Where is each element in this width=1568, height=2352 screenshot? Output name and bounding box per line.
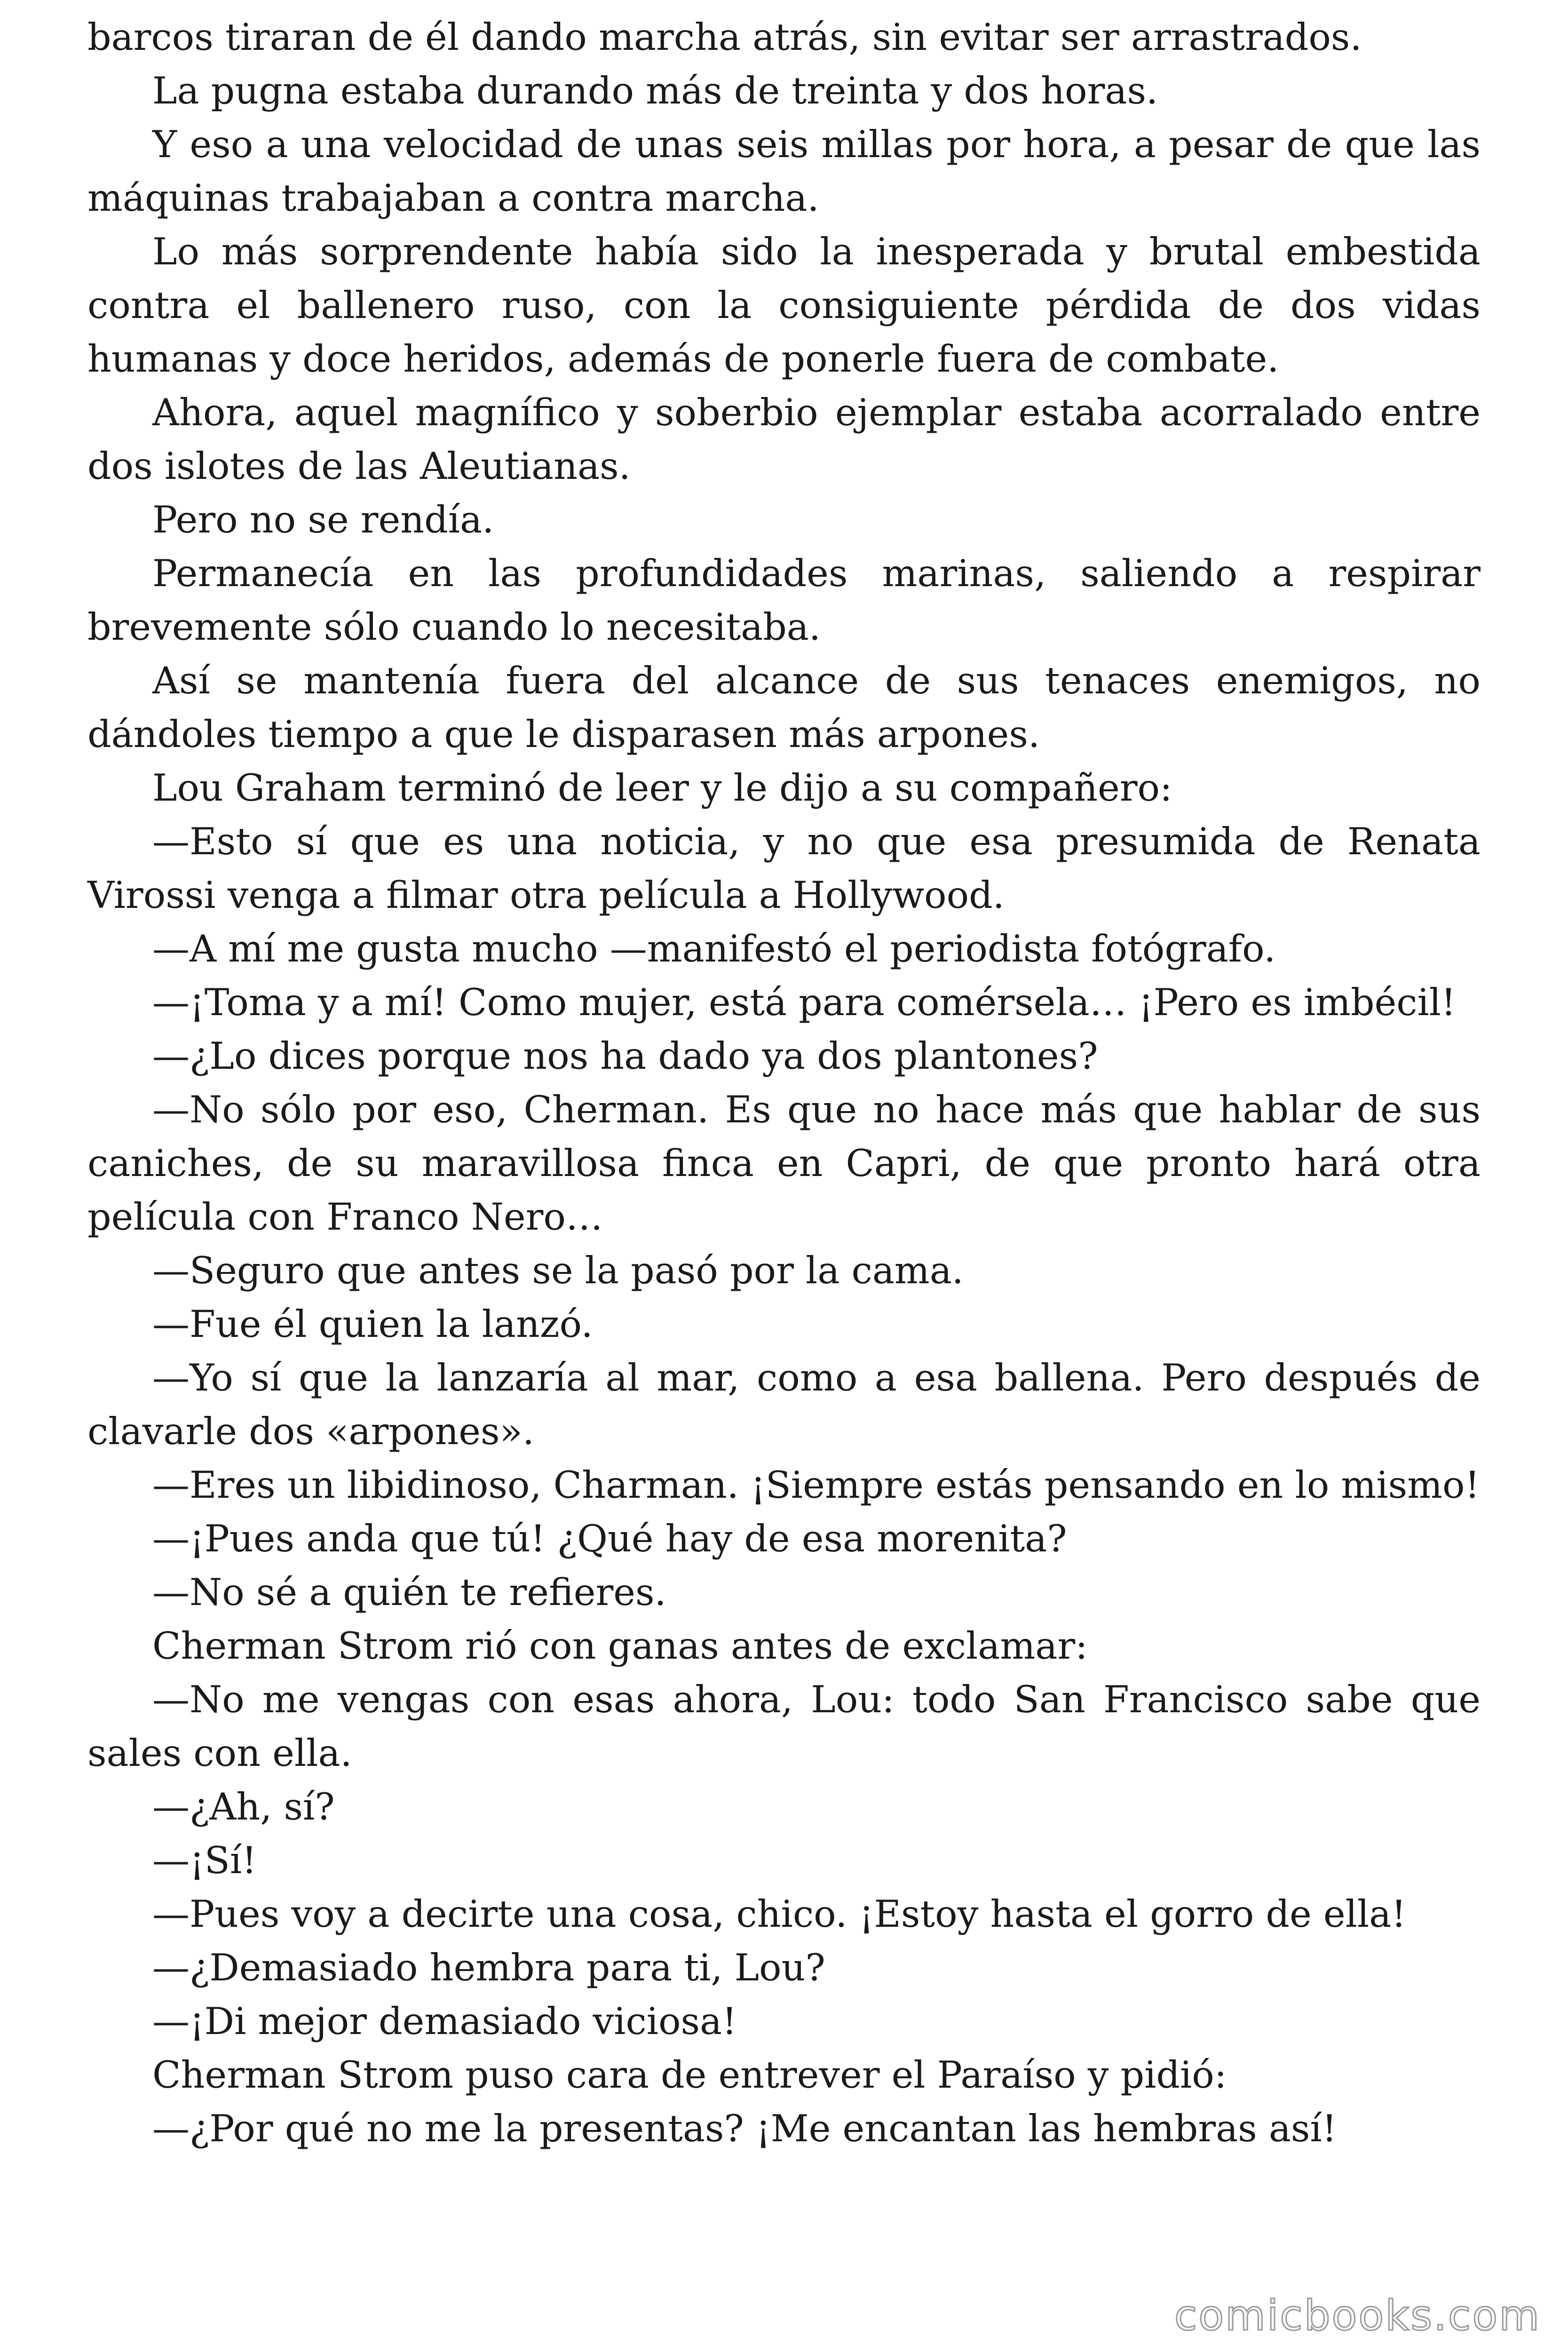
watermark: comicbooks.com — [1174, 2291, 1541, 2340]
paragraph: —No sólo por eso, Cherman. Es que no hace más que hablar de sus caniches, de su maravillosa finca en Capri, de que pronto hará otra película con Franco Nero… — [87, 1088, 1481, 1239]
paragraph: Permanecía en las profundidades marinas, saliendo a respirar brevemente sólo cuando lo necesitaba. — [87, 552, 1481, 649]
paragraph: —Pues voy a decirte una cosa, chico. ¡Estoy hasta el gorro de ella! — [152, 1892, 1406, 1936]
paragraph: —Esto sí que es una noticia, y no que esa presumida de Renata Virossi venga a filmar otra película a Hollywood. — [87, 820, 1481, 917]
paragraph: —¿Ah, sí? — [152, 1785, 335, 1828]
paragraph: Cherman Strom rió con ganas antes de exclamar: — [152, 1624, 1088, 1668]
paragraph: Ahora, aquel magnífico y soberbio ejemplar estaba acorralado entre dos islotes de las Aleutianas. — [87, 391, 1481, 488]
paragraph: Y eso a una velocidad de unas seis millas por hora, a pesar de que las máquinas trabajaban a contra marcha. — [87, 123, 1481, 220]
paragraph: La pugna estaba durando más de treinta y dos horas. — [152, 69, 1158, 112]
paragraph: Lo más sorprendente había sido la inesperada y brutal embestida contra el ballenero ruso, con la consiguiente pérdida de dos vidas humanas y doce heridos, además de ponerle fuera de combate. — [87, 230, 1481, 381]
paragraph: Pero no se rendía. — [152, 498, 494, 541]
paragraph: —¿Por qué no me la presentas? ¡Me encantan las hembras así! — [152, 2107, 1337, 2150]
paragraph: —¡Di mejor demasiado viciosa! — [152, 2000, 737, 2043]
paragraph: —No sé a quién te refieres. — [152, 1571, 666, 1614]
paragraph: —Yo sí que la lanzaría al mar, como a esa ballena. Pero después de clavarle dos «arpones». — [87, 1356, 1481, 1453]
paragraph: —Eres un libidinoso, Charman. ¡Siempre estás pensando en lo mismo! — [152, 1463, 1480, 1507]
paragraph: —¿Demasiado hembra para ti, Lou? — [152, 1946, 825, 1989]
paragraph: barcos tiraran de él dando marcha atrás, sin evitar ser arrastrados. — [87, 16, 1362, 59]
paragraph: —¡Pues anda que tú! ¿Qué hay de esa morenita? — [152, 1517, 1067, 1560]
paragraph: —¿Lo dices porque nos ha dado ya dos plantones? — [152, 1034, 1098, 1078]
paragraph: —No me vengas con esas ahora, Lou: todo San Francisco sabe que sales con ella. — [87, 1678, 1481, 1775]
body-text — [87, 10, 1481, 2155]
paragraph: Lou Graham terminó de leer y le dijo a su compañero: — [152, 766, 1172, 810]
paragraph: —¡Toma y a mí! Como mujer, está para comérsela… ¡Pero es imbécil! — [152, 981, 1456, 1024]
paragraph: —A mí me gusta mucho —manifestó el periodista fotógrafo. — [152, 927, 1276, 970]
paragraph: Cherman Strom puso cara de entrever el Paraíso y pidió: — [152, 2053, 1227, 2097]
paragraph: —¡Sí! — [152, 1839, 257, 1882]
paragraph: —Fue él quien la lanzó. — [152, 1303, 593, 1346]
paragraph: Así se mantenía fuera del alcance de sus tenaces enemigos, no dándoles tiempo a que le disparasen más arpones. — [87, 659, 1481, 756]
paragraph: —Seguro que antes se la pasó por la cama. — [152, 1249, 964, 1292]
